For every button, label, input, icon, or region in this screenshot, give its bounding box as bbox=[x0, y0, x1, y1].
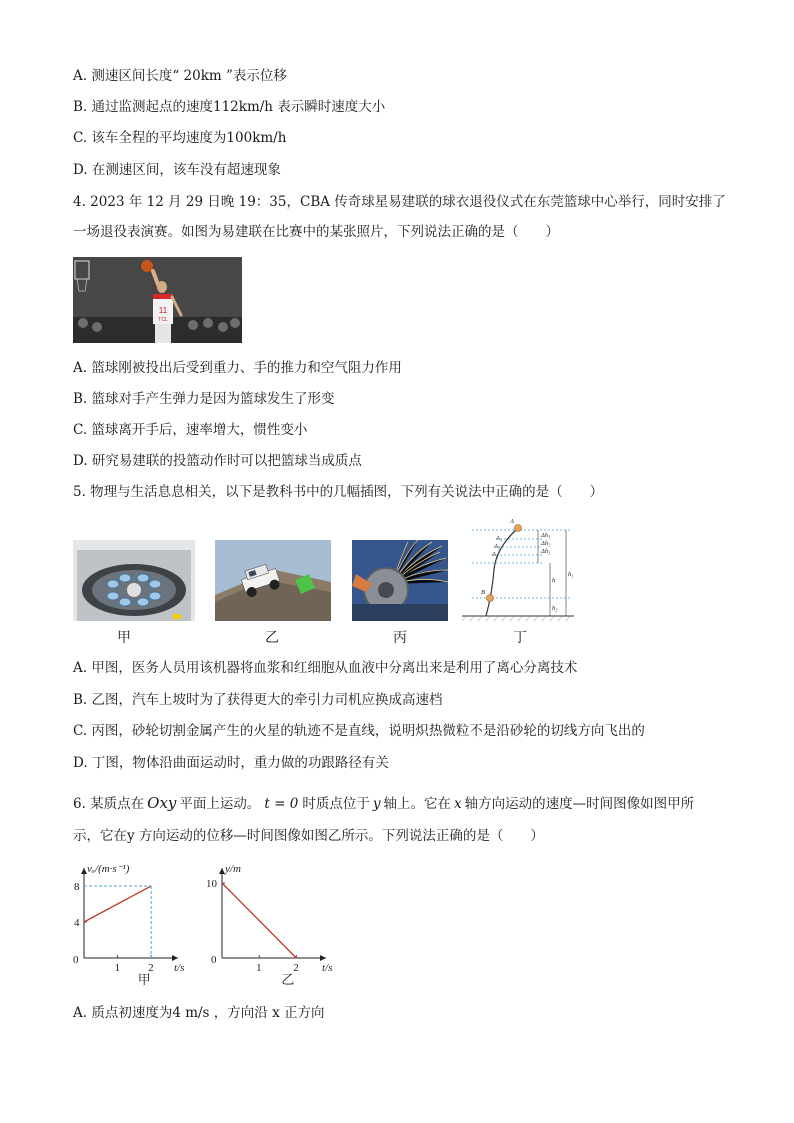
fig-label-dh2: Δh₂ bbox=[541, 540, 551, 547]
chart-jia bbox=[66, 854, 186, 986]
fig-label-h1: h₁ bbox=[568, 571, 574, 578]
q6-plane-symbol: Oxy bbox=[147, 794, 177, 812]
y-axis-label: y/m bbox=[225, 863, 241, 875]
q5-option-b: B. 乙图，汽车上坡时为了获得更大的牵引力司机应换成高速档 bbox=[73, 692, 443, 708]
q4-stem-line1: 4. 2023 年 12 月 29 日晚 19：35，CBA 传奇球星易建联的球衣退役仪式在东莞篮球中心举行，同时安排了 bbox=[73, 194, 726, 210]
x-axis-label: t/s bbox=[322, 962, 333, 974]
q4-option-c: C. 篮球离开手后，速率增大，惯性变小 bbox=[73, 422, 308, 438]
q6-text-1: 6. 某质点在 bbox=[73, 796, 145, 812]
fig-label-a2: A₂ bbox=[494, 543, 501, 550]
fig-label-dh1: Δh₁ bbox=[541, 532, 551, 539]
x-tick-label: 1 bbox=[256, 962, 262, 974]
fig-label-a1: A₁ bbox=[496, 535, 503, 542]
caption-jia: 甲 bbox=[117, 630, 131, 646]
fig-label-b: B bbox=[481, 589, 485, 596]
q6-text-3: 时质点位于 bbox=[302, 796, 370, 812]
x-axis-arrow bbox=[320, 955, 326, 961]
basketball-photo-art bbox=[73, 257, 242, 343]
centrifuge-photo bbox=[73, 540, 195, 621]
q6-y-symbol: y bbox=[372, 796, 381, 812]
jersey-text: TCL bbox=[158, 317, 168, 323]
q6-x-symbol: x bbox=[453, 796, 462, 812]
q6-option-a: A. 质点初速度为4 m/s ，方向沿 x 正方向 bbox=[73, 1005, 325, 1021]
car-slope-photo bbox=[215, 540, 331, 621]
caption-bing: 丙 bbox=[393, 630, 407, 646]
origin-label: 0 bbox=[211, 954, 217, 966]
q4-option-d: D. 研究易建联的投篮动作时可以把篮球当成质点 bbox=[73, 453, 362, 469]
y-tick-label: 10 bbox=[206, 878, 217, 890]
q3-option-b: B. 通过监测起点的速度112km/h 表示瞬时速度大小 bbox=[73, 99, 386, 115]
q4-option-a: A. 篮球刚被投出后受到重力、手的推力和空气阻力作用 bbox=[73, 360, 402, 376]
fig-label-a: A bbox=[510, 518, 514, 525]
y-tick-label: 4 bbox=[74, 917, 80, 929]
q5-option-d: D. 丁图，物体沿曲面运动时，重力做的功跟路径有关 bbox=[73, 755, 389, 771]
x-tick-label: 2 bbox=[148, 962, 154, 974]
x-axis-label: t/s bbox=[174, 962, 185, 974]
q6-stem-line1 bbox=[73, 793, 694, 814]
grinder-sparks-photo bbox=[352, 540, 448, 621]
q4-stem-line2: 一场退役表演赛。如图为易建联在比赛中的某张照片，下列说法正确的是（ ） bbox=[73, 224, 559, 240]
svg-text:11: 11 bbox=[158, 306, 168, 315]
caption-ding: 丁 bbox=[513, 630, 527, 646]
basketball-photo bbox=[73, 257, 242, 343]
q3-option-c: C. 该车全程的平均速度为100km/h bbox=[73, 130, 287, 146]
q5-option-c: C. 丙图，砂轮切割金属产生的火星的轨迹不是直线，说明炽热微粒不是沿砂轮的切线方向飞出的 bbox=[73, 723, 645, 739]
q4-option-b: B. 篮球对手产生弹力是因为篮球发生了形变 bbox=[73, 391, 335, 407]
fig-label-a3: A₃ bbox=[492, 551, 499, 558]
y-axis-label: vₓ/(m·s⁻¹) bbox=[87, 863, 130, 875]
ball-b-icon bbox=[487, 595, 494, 602]
series-line bbox=[222, 883, 296, 958]
q5-option-a: A. 甲图，医务人员用该机器将血浆和红细胞从血液中分离出来是利用了离心分离技术 bbox=[73, 660, 578, 676]
caption-yi: 乙 bbox=[265, 630, 279, 646]
q3-option-d: D. 在测速区间，该车没有超速现象 bbox=[73, 162, 281, 178]
origin-label: 0 bbox=[73, 954, 79, 966]
chart-caption: 甲 bbox=[137, 973, 151, 986]
q6-text-2: 平面上运动。 bbox=[179, 796, 261, 812]
q6-stem-line2: 示，它在y 方向运动的位移—时间图像如图乙所示。下列说法正确的是（ ） bbox=[73, 828, 544, 844]
series-line bbox=[84, 886, 151, 922]
x-tick-label: 1 bbox=[114, 962, 121, 974]
fig-label-h2: h₂ bbox=[552, 605, 558, 612]
q3-option-a: A. 测速区间长度“ 20km ”表示位移 bbox=[73, 68, 287, 84]
ball-a-icon bbox=[515, 525, 522, 532]
fig-label-h: h bbox=[552, 577, 556, 584]
q5-stem: 5. 物理与生活息息相关，以下是教科书中的几幅插图，下列有关说法中正确的是（ ） bbox=[73, 484, 604, 500]
curved-path-diagram bbox=[462, 512, 574, 624]
x-tick-label: 2 bbox=[293, 962, 299, 974]
y-tick-label: 8 bbox=[74, 881, 80, 893]
q6-time-symbol: t = 0 bbox=[264, 796, 299, 812]
chart-caption: 乙 bbox=[281, 973, 295, 986]
q6-text-4: 轴上。它在 bbox=[383, 796, 451, 812]
x-axis-arrow bbox=[172, 955, 178, 961]
q6-text-5: 轴方向运动的速度—时间图像如图甲所 bbox=[464, 796, 695, 812]
chart-yi bbox=[200, 854, 336, 986]
fig-label-dh3: Δh₃ bbox=[541, 548, 551, 555]
